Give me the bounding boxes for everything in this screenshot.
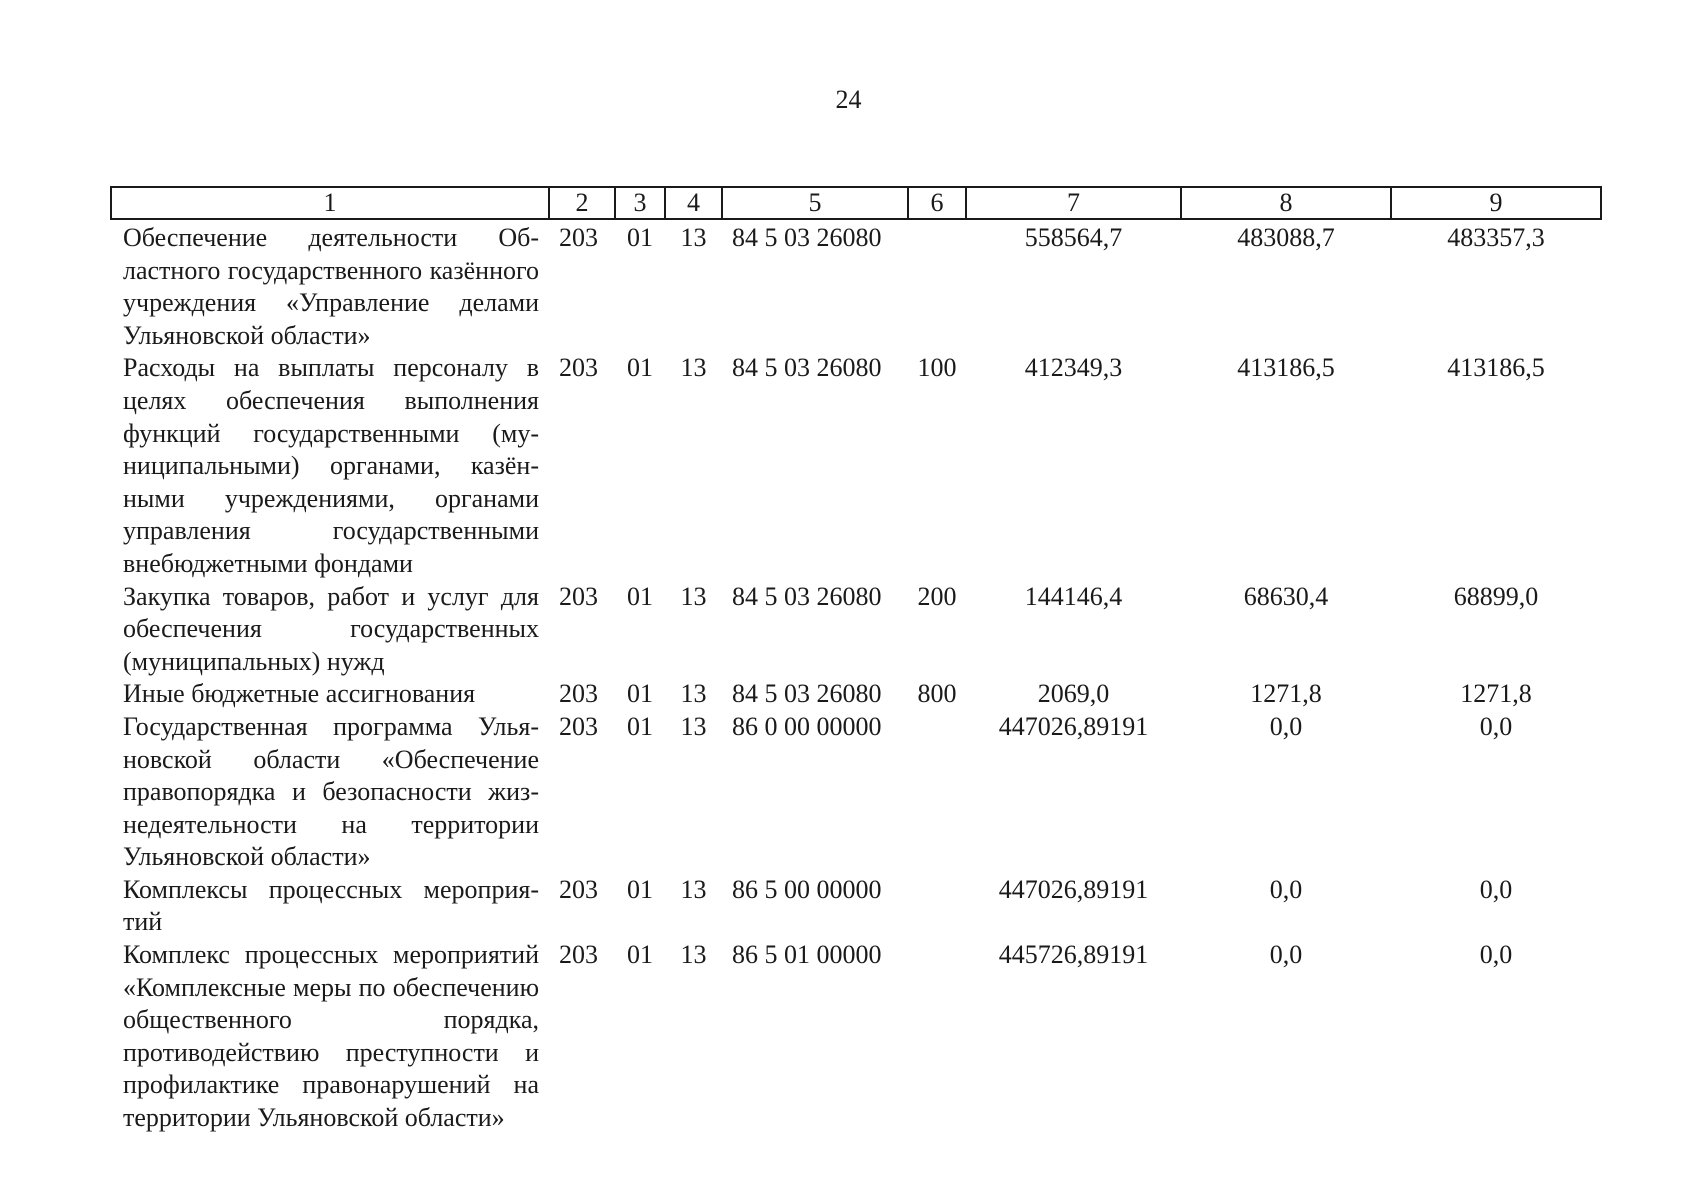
expense-type-code <box>908 939 966 1135</box>
amount-col8: 413186,5 <box>1237 353 1335 383</box>
column-numbers-row <box>111 187 1601 219</box>
column-header: 4 <box>665 187 722 219</box>
subsection-code: 13 <box>680 679 707 709</box>
amount-col7: 447026,89191 <box>998 711 1149 741</box>
amount-col9: 1271,8 <box>1460 679 1532 709</box>
row-name: Обеспечение деятельности Областного государственного казённого учреждения «Управление делами Ульяновской области» <box>123 223 539 350</box>
section-code: 01 <box>627 581 653 611</box>
target-article-code: 86 0 00 00000 <box>732 711 882 741</box>
admin-code: 203 <box>559 874 598 904</box>
amount-col7: 558564,7 <box>1024 223 1123 252</box>
admin-code: 203 <box>559 711 598 741</box>
target-article-code: 84 5 03 26080 <box>732 679 882 709</box>
expense-type-code <box>908 711 966 874</box>
column-header: 1 <box>111 187 549 219</box>
column-header: 9 <box>1391 187 1601 219</box>
amount-col9: 0,0 <box>1479 874 1513 904</box>
target-article-code: 84 5 03 26080 <box>732 353 882 383</box>
subsection-code: 13 <box>680 353 707 383</box>
column-header: 3 <box>615 187 665 219</box>
row-name: Закупка товаров, работ и услуг для обеспечения государственных (муниципальных) нужд <box>123 581 539 676</box>
subsection-code: 13 <box>680 874 707 904</box>
page-number: 24 <box>835 85 862 114</box>
column-header: 5 <box>722 187 908 219</box>
admin-code: 203 <box>559 679 598 709</box>
row-name: Иные бюджетные ассигнования <box>123 679 476 709</box>
target-article-code: 84 5 03 26080 <box>732 581 882 611</box>
amount-col7: 445726,89191 <box>998 940 1149 970</box>
expense-type-code: 100 <box>917 353 957 383</box>
expense-type-code: 200 <box>917 581 957 611</box>
table-row <box>111 939 1601 1135</box>
amount-col9: 68899,0 <box>1453 581 1539 611</box>
section-code: 01 <box>627 223 653 252</box>
row-name: Государственная программа Ульяновской области «Обеспечение правопорядка и безопасности жизнедеятельности на территории Ульяновской области» <box>123 711 539 872</box>
budget-table <box>110 186 1602 1135</box>
amount-col8: 68630,4 <box>1243 581 1329 611</box>
amount-col7: 2069,0 <box>1037 679 1110 709</box>
amount-col9: 413186,5 <box>1447 353 1545 383</box>
target-article-code: 84 5 03 26080 <box>732 223 882 252</box>
row-name: Комплексы процессных мероприятий <box>123 874 539 937</box>
column-header: 7 <box>966 187 1181 219</box>
subsection-code: 13 <box>680 581 707 611</box>
table-header <box>111 187 1601 219</box>
table-row <box>111 711 1601 874</box>
amount-col8: 0,0 <box>1269 874 1303 904</box>
section-code: 01 <box>627 679 653 709</box>
table-row <box>111 219 1601 352</box>
section-code: 01 <box>627 711 653 741</box>
table-body <box>111 219 1601 1135</box>
table-row <box>111 352 1601 580</box>
amount-col7: 412349,3 <box>1024 353 1123 383</box>
amount-col9: 0,0 <box>1479 940 1513 970</box>
amount-col8: 483088,7 <box>1237 223 1335 252</box>
amount-col8: 0,0 <box>1269 940 1303 970</box>
table-row <box>111 874 1601 939</box>
expense-type-code: 800 <box>917 679 957 709</box>
table-row <box>111 678 1601 711</box>
amount-col7: 447026,89191 <box>998 874 1149 904</box>
subsection-code: 13 <box>680 711 707 741</box>
amount-col9: 483357,3 <box>1447 223 1545 252</box>
column-header: 2 <box>549 187 615 219</box>
column-header: 6 <box>908 187 966 219</box>
row-name: Расходы на выплаты персоналу в целях обеспечения выполнения функций государственными (муниципальными) органами, казёнными учреждениями, органами управления государственными внебюджетными фондами <box>123 353 539 578</box>
expense-type-code <box>908 219 966 352</box>
admin-code: 203 <box>559 223 598 252</box>
admin-code: 203 <box>559 940 598 970</box>
section-code: 01 <box>627 940 653 970</box>
section-code: 01 <box>627 353 653 383</box>
amount-col9: 0,0 <box>1479 711 1513 741</box>
admin-code: 203 <box>559 581 598 611</box>
amount-col8: 0,0 <box>1269 711 1303 741</box>
column-header: 8 <box>1181 187 1391 219</box>
subsection-code: 13 <box>680 940 707 970</box>
section-code: 01 <box>627 874 653 904</box>
amount-col7: 144146,4 <box>1024 581 1123 611</box>
amount-col8: 1271,8 <box>1250 679 1322 709</box>
target-article-code: 86 5 00 00000 <box>732 874 882 904</box>
row-name: Комплекс процессных мероприятий «Комплексные меры по обеспечению общественного порядка, противодействию преступности и профилактике правонарушений на территории Ульяновской области» <box>123 940 539 1133</box>
admin-code: 203 <box>559 353 598 383</box>
expense-type-code <box>908 874 966 939</box>
target-article-code: 86 5 01 00000 <box>732 940 882 970</box>
subsection-code: 13 <box>680 223 707 252</box>
table-row <box>111 581 1601 679</box>
